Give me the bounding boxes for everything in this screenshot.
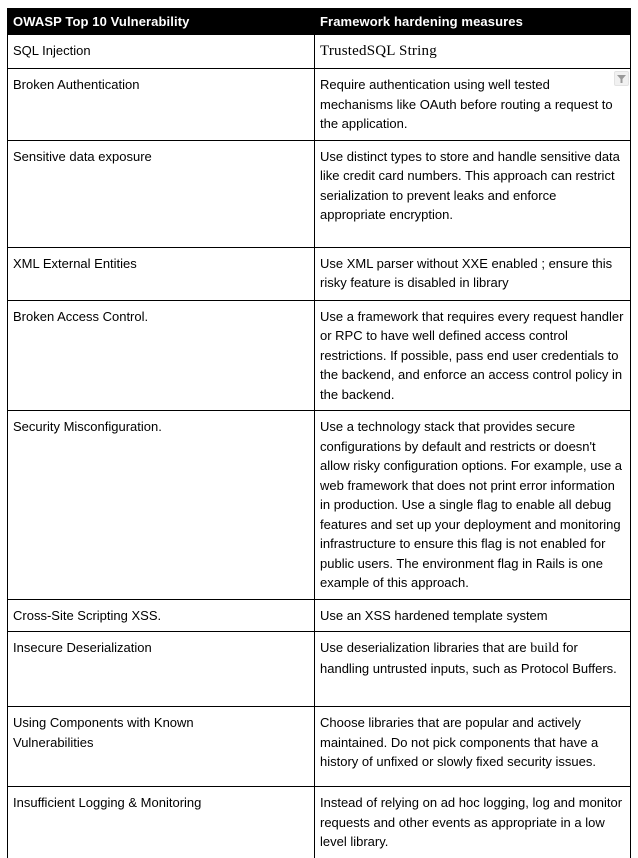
vulnerability-cell bbox=[8, 300, 315, 411]
measure-text bbox=[320, 149, 620, 223]
header-row bbox=[8, 9, 631, 35]
measure-segment: for handling untrusted inputs, such as Protocol Buffers. bbox=[320, 640, 617, 676]
measure-text bbox=[320, 256, 612, 291]
vulnerability-cell bbox=[8, 411, 315, 600]
vulnerability-cell bbox=[8, 140, 315, 247]
measure-cell bbox=[315, 632, 631, 707]
vulnerability-label: Security Misconfiguration. bbox=[13, 419, 162, 434]
vulnerability-label: Using Components with Known Vulnerabilities bbox=[13, 715, 194, 750]
vulnerability-cell bbox=[8, 35, 315, 69]
table-row bbox=[8, 787, 631, 858]
table-row bbox=[8, 411, 631, 600]
measure-cell bbox=[315, 599, 631, 632]
measure-segment: TrustedSQL String bbox=[320, 43, 437, 59]
measure-segment: build bbox=[530, 641, 560, 656]
dropdown-marker-icon[interactable] bbox=[614, 71, 629, 86]
measure-text bbox=[320, 77, 613, 131]
vulnerability-cell bbox=[8, 69, 315, 141]
table-body bbox=[8, 35, 631, 858]
vulnerability-label: XML External Entities bbox=[13, 255, 137, 271]
measure-text bbox=[320, 419, 622, 590]
vulnerability-label: Cross-Site Scripting XSS. bbox=[13, 607, 162, 623]
measure-segment: Use distinct types to store and handle sensitive data like credit card numbers. This approach can restrict serialization to prevent leaks and enforce appropriate encryption. bbox=[320, 148, 620, 222]
measure-text bbox=[320, 309, 623, 402]
measure-segment: Use an XSS hardened template system bbox=[320, 607, 548, 623]
measure-text bbox=[320, 640, 617, 676]
measure-segment: Use deserialization libraries that are bbox=[320, 640, 531, 655]
vulnerability-label: Sensitive data exposure bbox=[13, 148, 152, 164]
vulnerability-label: SQL Injection bbox=[13, 43, 91, 58]
measure-cell bbox=[315, 787, 631, 858]
measure-segment: Use a technology stack that provides secure configurations by default and restricts or doesn't allow risky configuration options. For example, use a web framework that does not print error information in production. Use a single flag to enable all debug features and set up your deployment and monitoring infrastructure to ensure this flag is not enabled for public users. The environment flag in Rails is one example of this approach. bbox=[320, 419, 623, 590]
measure-cell bbox=[315, 411, 631, 600]
column-header-vulnerability: OWASP Top 10 Vulnerability bbox=[8, 9, 315, 35]
measure-cell bbox=[315, 707, 631, 787]
measure-text bbox=[320, 608, 548, 623]
measure-cell bbox=[315, 247, 631, 300]
measure-cell bbox=[315, 140, 631, 247]
measure-cell bbox=[315, 69, 631, 141]
table-row bbox=[8, 35, 631, 69]
measure-cell bbox=[315, 35, 631, 69]
vulnerability-cell bbox=[8, 632, 315, 707]
measure-segment: Instead of relying on ad hoc logging, log and monitor requests and other events as appropriate in a low level library. bbox=[320, 795, 623, 849]
vulnerability-label: Broken Access Control. bbox=[13, 308, 149, 324]
vulnerability-cell bbox=[8, 707, 315, 787]
column-header-measures: Framework hardening measures bbox=[315, 9, 631, 35]
table-row bbox=[8, 707, 631, 787]
measure-text bbox=[320, 715, 598, 769]
table-row bbox=[8, 140, 631, 247]
measure-segment: Choose libraries that are popular and actively maintained. Do not pick components that have a history of unfixed or slowly fixed security issues. bbox=[320, 715, 599, 769]
vulnerability-cell bbox=[8, 599, 315, 632]
vulnerability-label: Broken Authentication bbox=[13, 77, 140, 92]
vulnerability-label: Insecure Deserialization bbox=[13, 640, 152, 655]
vulnerability-cell bbox=[8, 787, 315, 858]
vulnerability-label: Insufficient Logging & Monitoring bbox=[13, 795, 202, 810]
measure-text bbox=[320, 795, 622, 849]
vulnerability-cell bbox=[8, 247, 315, 300]
measure-segment: Use XML parser without XXE enabled ; ensure this risky feature is disabled in library bbox=[320, 255, 613, 290]
measure-segment: Require authentication using well tested mechanisms like OAuth before routing a request to the application. bbox=[320, 77, 613, 131]
table-row bbox=[8, 69, 631, 141]
table-row bbox=[8, 247, 631, 300]
measure-text bbox=[320, 43, 437, 58]
table-row bbox=[8, 599, 631, 632]
measure-cell bbox=[315, 300, 631, 411]
table-row bbox=[8, 300, 631, 411]
table-row bbox=[8, 632, 631, 707]
measure-segment: Use a framework that requires every request handler or RPC to have well defined access control restrictions. If possible, pass end user credentials to the backend, and enforce an access control policy in the backend. bbox=[320, 308, 624, 402]
owasp-hardening-table bbox=[7, 8, 631, 858]
